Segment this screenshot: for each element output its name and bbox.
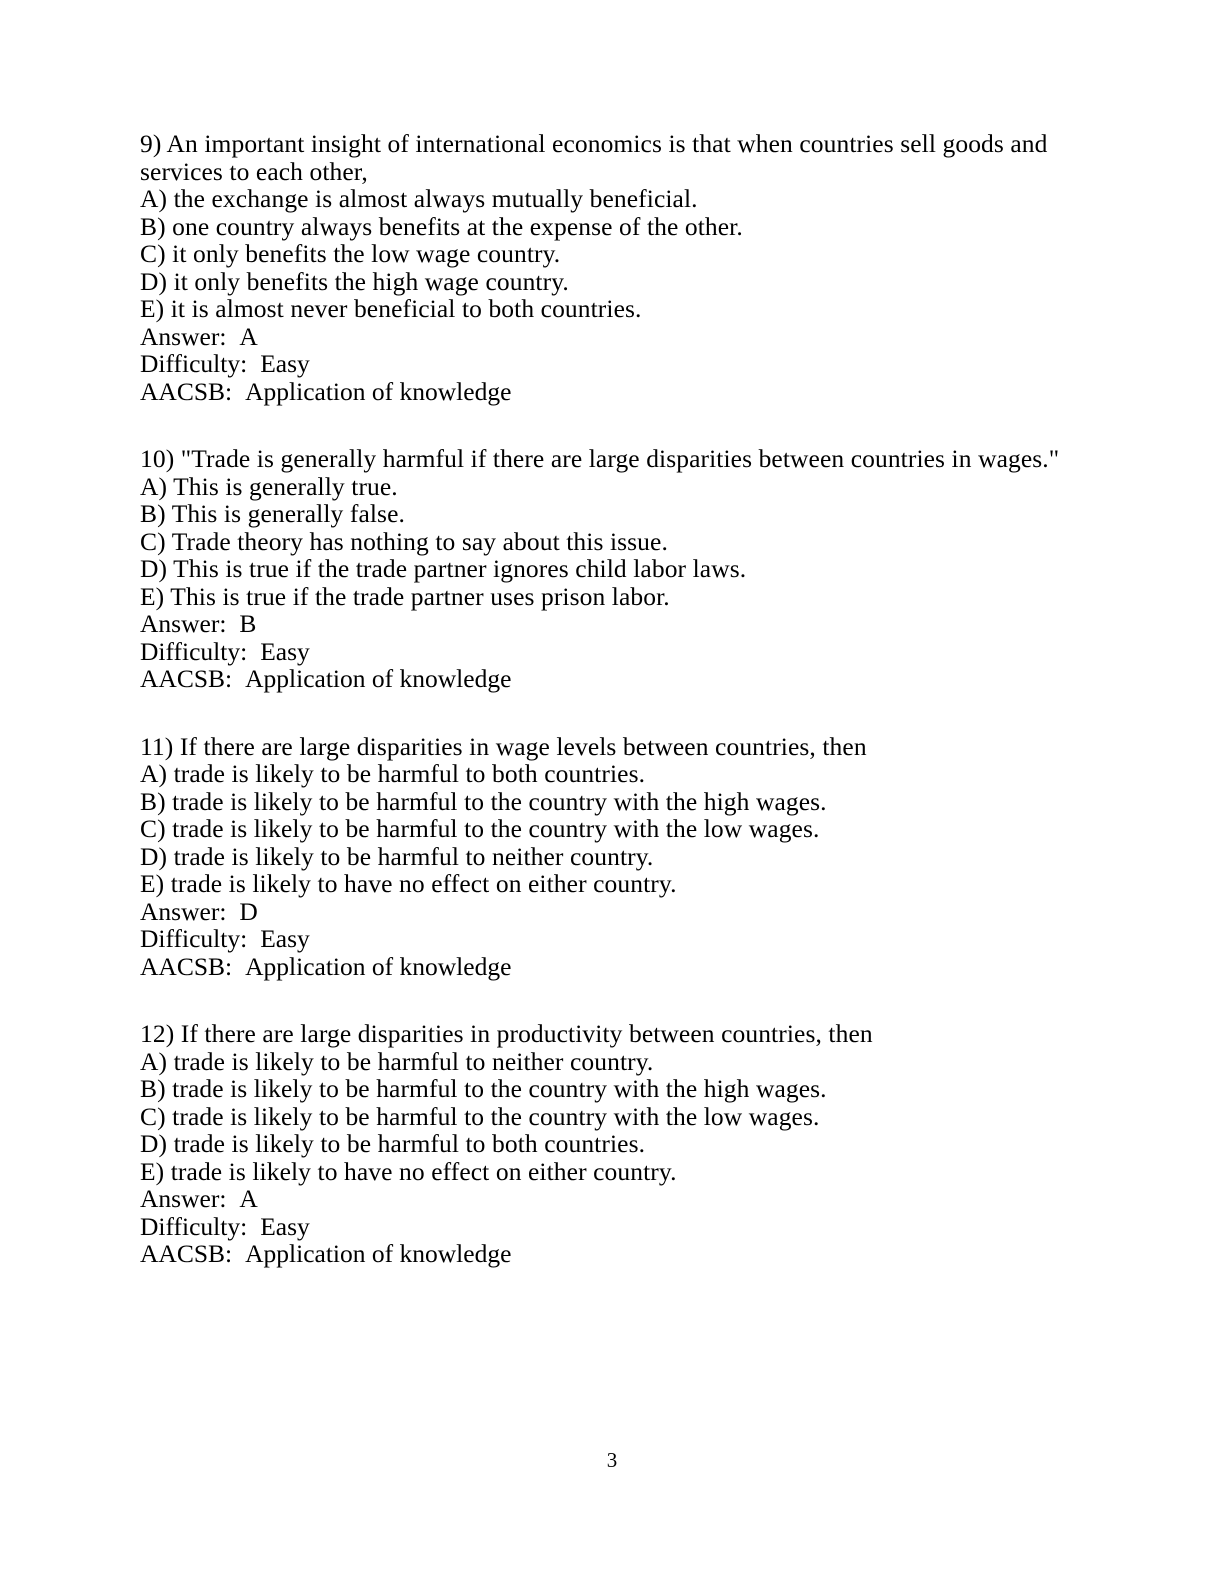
aacsb-value: Application of knowledge xyxy=(245,376,512,406)
difficulty-row xyxy=(140,1213,1085,1241)
question-option: A) trade is likely to be harmful to both countries. xyxy=(140,759,646,788)
answer-value: B xyxy=(239,609,257,638)
answer-row xyxy=(140,898,1085,926)
difficulty-label: Difficulty: xyxy=(140,1211,248,1241)
page-number: 3 xyxy=(606,1448,618,1472)
question-option: C) trade is likely to be harmful to the country with the low wages. xyxy=(140,1101,820,1131)
question-item xyxy=(140,1020,1085,1268)
question-stem: 9) An important insight of international economics is that when countries sell goods and services to each other, xyxy=(140,129,1054,186)
question-option: B) This is generally false. xyxy=(140,499,405,528)
aacsb-label: AACSB: xyxy=(140,376,233,406)
question-option: D) trade is likely to be harmful to neither country. xyxy=(140,841,654,871)
question-option: A) trade is likely to be harmful to neither country. xyxy=(140,1046,654,1076)
question-item xyxy=(140,130,1085,405)
question-option: B) one country always benefits at the expense of the other. xyxy=(140,211,743,241)
difficulty-row xyxy=(140,925,1085,953)
question-option: E) it is almost never beneficial to both countries. xyxy=(140,294,642,323)
question-option: A) This is generally true. xyxy=(140,471,398,501)
question-option: A) the exchange is almost always mutually beneficial. xyxy=(140,184,698,213)
difficulty-value: Easy xyxy=(260,636,310,666)
aacsb-row xyxy=(140,378,1085,406)
answer-label: Answer: xyxy=(140,1184,227,1213)
difficulty-row xyxy=(140,638,1085,666)
question-item xyxy=(140,733,1085,981)
question-option: C) trade is likely to be harmful to the country with the low wages. xyxy=(140,814,820,843)
aacsb-label: AACSB: xyxy=(140,951,233,981)
difficulty-label: Difficulty: xyxy=(140,636,248,666)
question-stem: 10) "Trade is generally harmful if there are large disparities between countries in wages." xyxy=(140,444,1060,473)
aacsb-row xyxy=(140,665,1085,693)
answer-label: Answer: xyxy=(140,896,227,926)
answer-label: Answer: xyxy=(140,321,227,351)
answer-row xyxy=(140,323,1085,351)
question-option: D) it only benefits the high wage country. xyxy=(140,266,569,296)
aacsb-label: AACSB: xyxy=(140,664,233,693)
aacsb-value: Application of knowledge xyxy=(245,1239,512,1268)
aacsb-label: AACSB: xyxy=(140,1239,233,1268)
aacsb-row xyxy=(140,1240,1085,1268)
answer-row xyxy=(140,1185,1085,1213)
aacsb-row xyxy=(140,953,1085,981)
difficulty-label: Difficulty: xyxy=(140,924,248,953)
answer-value: A xyxy=(239,321,258,351)
question-item xyxy=(140,445,1085,693)
question-option: C) Trade theory has nothing to say about this issue. xyxy=(140,526,668,556)
question-option: B) trade is likely to be harmful to the country with the high wages. xyxy=(140,786,827,816)
aacsb-value: Application of knowledge xyxy=(245,951,512,981)
difficulty-value: Easy xyxy=(260,924,310,953)
question-option: E) This is true if the trade partner uses prison labor. xyxy=(140,581,670,611)
question-option: D) trade is likely to be harmful to both countries. xyxy=(140,1129,646,1158)
answer-label: Answer: xyxy=(140,609,227,638)
difficulty-value: Easy xyxy=(260,349,310,378)
answer-value: A xyxy=(239,1184,258,1213)
difficulty-label: Difficulty: xyxy=(140,349,248,378)
difficulty-row xyxy=(140,350,1085,378)
question-option: B) trade is likely to be harmful to the country with the high wages. xyxy=(140,1074,827,1103)
question-option: E) trade is likely to have no effect on either country. xyxy=(140,1156,677,1186)
difficulty-value: Easy xyxy=(260,1211,310,1241)
question-option: C) it only benefits the low wage country. xyxy=(140,239,561,268)
answer-value: D xyxy=(239,896,258,926)
question-stem: 12) If there are large disparities in productivity between countries, then xyxy=(140,1019,873,1048)
answer-row xyxy=(140,610,1085,638)
aacsb-value: Application of knowledge xyxy=(245,664,512,693)
question-option: E) trade is likely to have no effect on either country. xyxy=(140,869,677,898)
question-list xyxy=(140,130,1085,1268)
question-option: D) This is true if the trade partner ignores child labor laws. xyxy=(140,554,747,583)
question-stem: 11) If there are large disparities in wage levels between countries, then xyxy=(140,731,867,761)
